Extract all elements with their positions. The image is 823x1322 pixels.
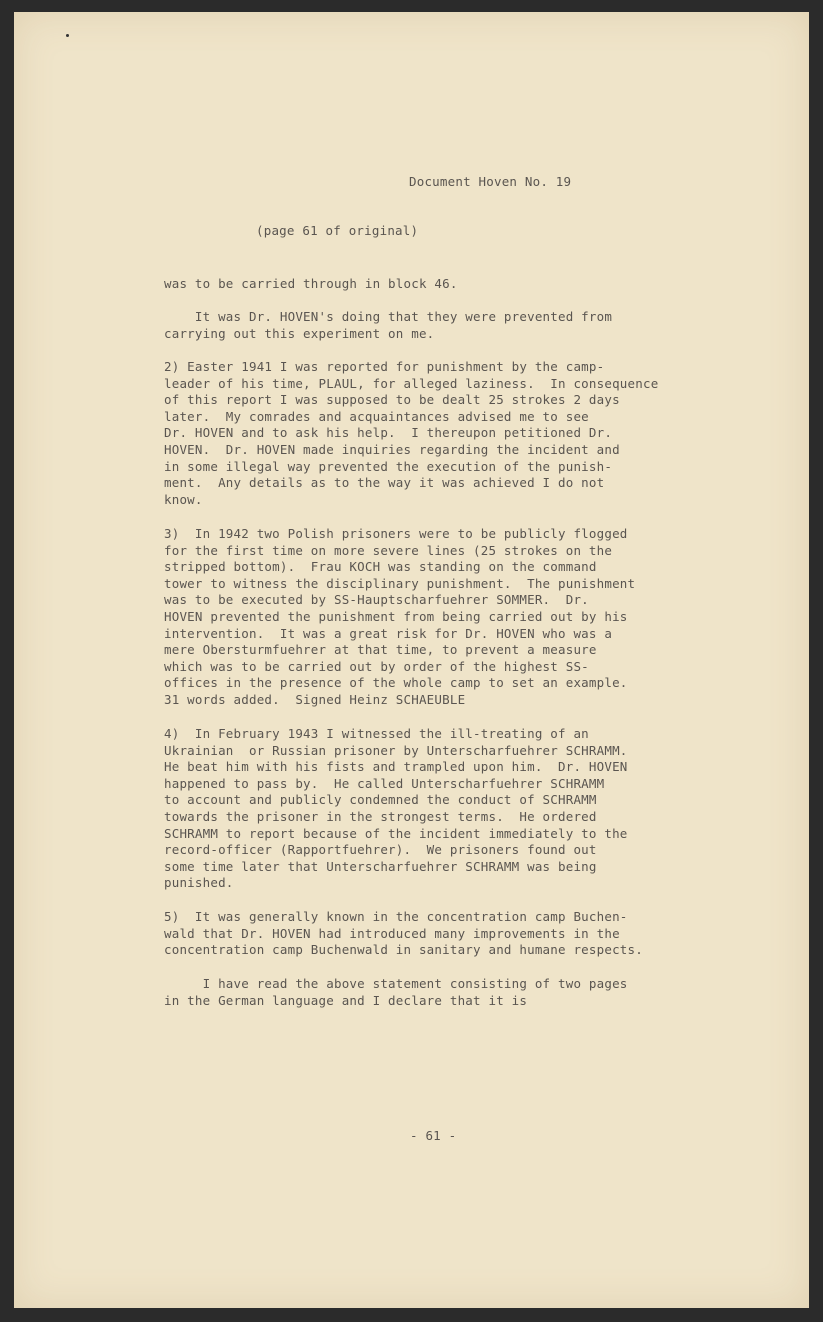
document-header: Document Hoven No. 19 [409,174,572,189]
paper-mark [66,34,69,37]
paragraph-item-2: 2) Easter 1941 I was reported for punishment by the camp- leader of his time, PLAUL, for alleged laziness. In consequence of this report I was supposed to be dealt 25 strokes 2 days later. My comrades and acquaintances advised me to see Dr. HOVEN and to ask his help. I thereupon petitioned Dr. HOVEN. Dr. HOVEN made inquiries regarding the incident and in some illegal way prevented the execution of the punish- ment. Any details as to the way it was achieved I do not know. [164,359,659,507]
paragraph-declaration: I have read the above statement consisting of two pages in the German language and I declare that it is [164,976,628,1008]
page-reference: (page 61 of original) [256,223,419,238]
paragraph-item-5: 5) It was generally known in the concentration camp Buchen- wald that Dr. HOVEN had introduced many improvements in the concentration camp Buchenwald in sanitary and humane respects. [164,909,643,958]
paragraph-continuation: was to be carried through in block 46. [164,276,458,291]
page-number: - 61 - [410,1128,457,1143]
paragraph-hoven-prevented: It was Dr. HOVEN's doing that they were prevented from carrying out this experiment on me. [164,309,613,341]
paragraph-item-4: 4) In February 1943 I witnessed the ill-treating of an Ukrainian or Russian prisoner by Unterscharfuehrer SCHRAMM. He beat him with his fists and trampled upon him. Dr. HOVEN happened to pass by. He called Unterscharfuehrer SCHRAMM to account and publicly condemned the conduct of SCHRAMM towards the prisoner in the strongest terms. He ordered SCHRAMM to report because of the incident immediately to the record-officer (Rapportfuehrer). We prisoners found out some time later that Unterscharfuehrer SCHRAMM was being punished. [164,726,628,891]
paragraph-item-3: 3) In 1942 two Polish prisoners were to be publicly flogged for the first time on more severe lines (25 strokes on the stripped bottom). Frau KOCH was standing on the command tower to witness the disciplinary punishment. The punishment was to be executed by SS-Hauptscharfuehrer SOMMER. Dr. HOVEN prevented the punishment from being carried out by his intervention. It was a great risk for Dr. HOVEN who was a mere Obersturmfuehrer at that time, to prevent a measure which was to be carried out by order of the highest SS- offices in the presence of the whole camp to set an example. 31 words added. Signed Heinz SCHAEUBLE [164,526,636,707]
